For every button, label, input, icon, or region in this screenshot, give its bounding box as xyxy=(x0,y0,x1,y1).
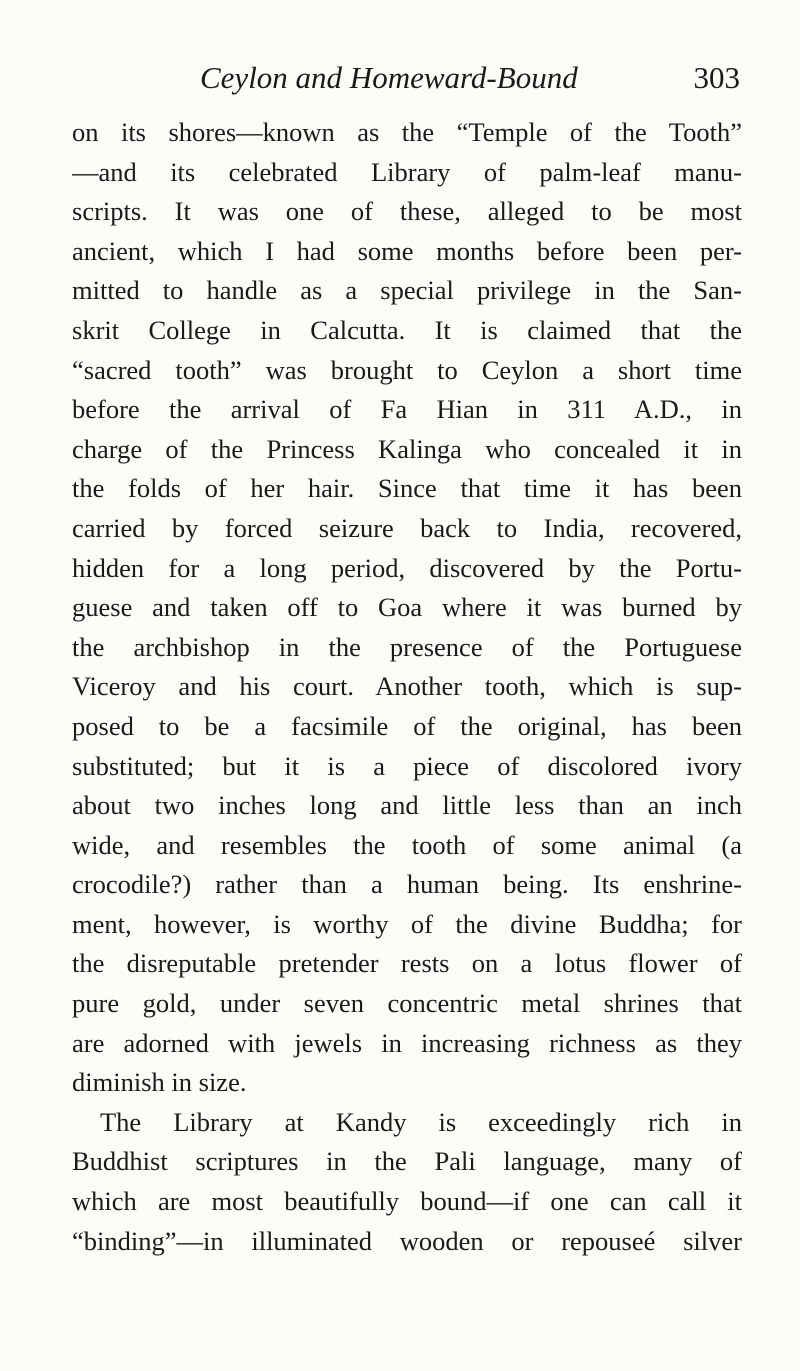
text-line: which are most beautifully bound—if one can call it xyxy=(72,1186,742,1217)
text-line: the folds of her hair. Since that time it has been xyxy=(72,473,742,504)
text-line: Buddhist scriptures in the Pali language, many of xyxy=(72,1146,742,1177)
text-line: diminish in size. xyxy=(72,1067,247,1098)
text-line: wide, and resembles the tooth of some animal (a xyxy=(72,829,742,860)
text-line: on its shores—known as the “Temple of the Tooth” xyxy=(72,117,742,147)
text-line: “sacred tooth” was brought to Ceylon a short time xyxy=(72,354,742,385)
text-line: carried by forced seizure back to India, recovered, xyxy=(72,512,742,543)
text-line: mitted to handle as a special privilege in the San- xyxy=(72,275,742,306)
text-line: pure gold, under seven concentric metal shrines that xyxy=(72,988,742,1019)
running-title: Ceylon and Homeward-Bound xyxy=(200,60,578,95)
text-line: “binding”—in illuminated wooden or repouseé silver xyxy=(72,1225,742,1256)
text-line: guese and taken off to Goa where it was burned by xyxy=(72,592,742,623)
text-line: The Library at Kandy is exceedingly rich in xyxy=(100,1106,742,1137)
running-head xyxy=(70,60,740,100)
text-line: posed to be a facsimile of the original, has been xyxy=(72,710,742,741)
page-number: 303 xyxy=(693,60,740,95)
text-line: ancient, which I had some months before been per- xyxy=(72,235,742,266)
text-line: hidden for a long period, discovered by the Portu- xyxy=(72,552,742,583)
text-line: charge of the Princess Kalinga who concealed it in xyxy=(72,433,742,464)
text-line: the archbishop in the presence of the Portuguese xyxy=(72,631,742,662)
text-line: are adorned with jewels in increasing richness as they xyxy=(72,1027,742,1058)
body-text xyxy=(72,113,742,1261)
text-line: substituted; but it is a piece of discolored ivory xyxy=(72,750,742,781)
text-line: skrit College in Calcutta. It is claimed that the xyxy=(72,314,742,345)
text-line: —and its celebrated Library of palm-leaf manu- xyxy=(72,156,742,187)
text-line: ment, however, is worthy of the divine Buddha; for xyxy=(72,908,742,939)
text-line: scripts. It was one of these, alleged to be most xyxy=(72,196,742,227)
text-line: crocodile?) rather than a human being. Its enshrine- xyxy=(72,869,742,900)
text-line: the disreputable pretender rests on a lotus flower of xyxy=(72,948,742,979)
text-line: before the arrival of Fa Hian in 311 A.D., in xyxy=(72,394,742,425)
text-line: Viceroy and his court. Another tooth, which is sup- xyxy=(72,671,742,702)
text-line: about two inches long and little less than an inch xyxy=(72,790,742,821)
